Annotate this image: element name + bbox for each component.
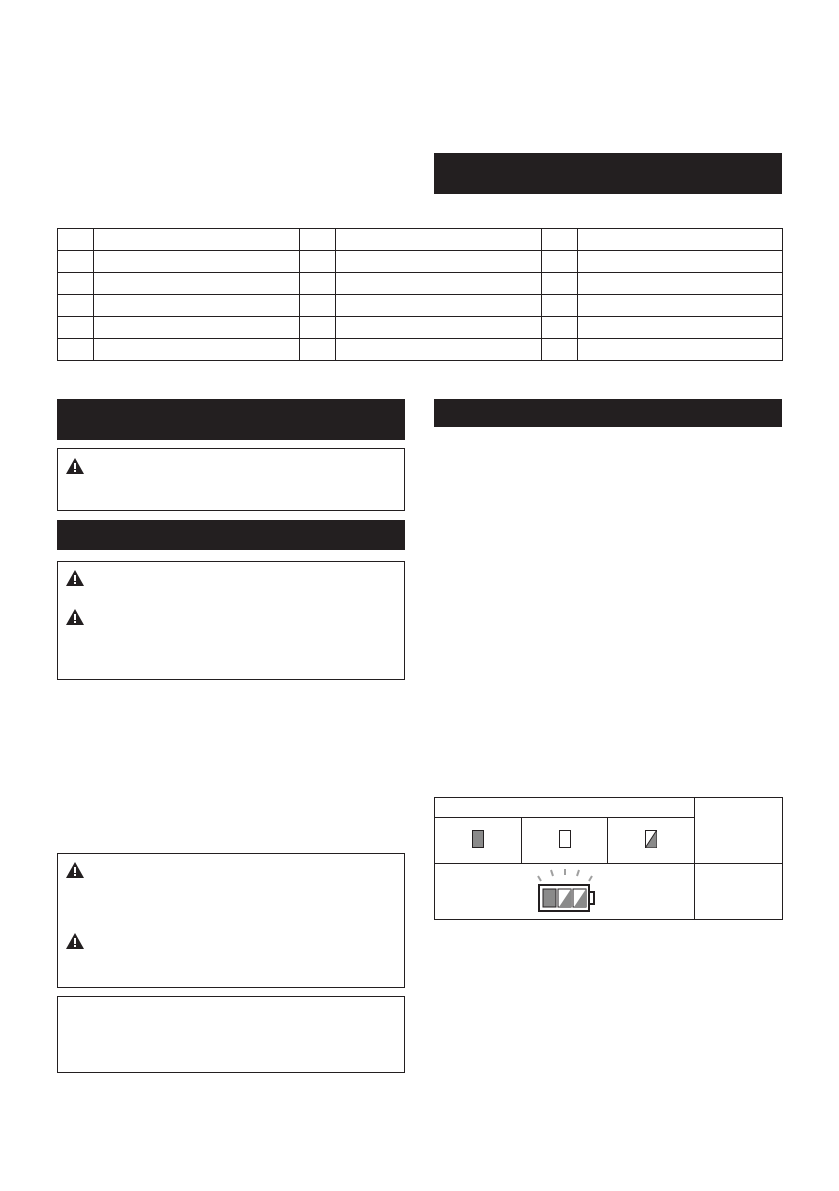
part-description-cell xyxy=(94,339,300,361)
part-description-cell xyxy=(578,317,783,339)
part-description-cell xyxy=(578,229,783,251)
part-number-cell xyxy=(58,317,94,339)
part-description-cell xyxy=(336,339,542,361)
warning-triangle-icon xyxy=(66,458,84,474)
lamp-lit-icon xyxy=(472,830,484,848)
note-box xyxy=(57,996,405,1073)
part-number-cell xyxy=(300,295,336,317)
part-number-cell xyxy=(58,229,94,251)
indicator-lamps-header xyxy=(435,798,695,818)
section-header-symbols xyxy=(57,399,405,440)
table-row xyxy=(58,295,783,317)
part-description-cell xyxy=(336,251,542,273)
part-number-cell xyxy=(300,317,336,339)
part-number-cell xyxy=(300,273,336,295)
part-description-cell xyxy=(94,295,300,317)
part-number-cell xyxy=(542,295,578,317)
part-description-cell xyxy=(94,273,300,295)
part-number-cell xyxy=(300,251,336,273)
part-number-cell xyxy=(300,229,336,251)
part-number-cell xyxy=(300,339,336,361)
lamp-blinking-cell xyxy=(608,818,695,863)
remaining-capacity-header xyxy=(695,798,783,864)
lamp-off-cell xyxy=(522,818,608,863)
specifications-header xyxy=(434,153,782,194)
table-row xyxy=(58,339,783,361)
part-number-cell xyxy=(58,273,94,295)
warning-box-3 xyxy=(57,853,405,988)
part-description-cell xyxy=(336,295,542,317)
part-description-cell xyxy=(578,339,783,361)
part-number-cell xyxy=(58,251,94,273)
lamp-lit-cell xyxy=(435,818,522,863)
part-description-cell xyxy=(578,273,783,295)
part-description-cell xyxy=(336,317,542,339)
part-description-cell xyxy=(94,317,300,339)
part-description-cell xyxy=(336,229,542,251)
lamp-blinking-icon xyxy=(645,830,657,848)
lamp-off-icon xyxy=(559,830,571,848)
warning-triangle-icon xyxy=(66,609,84,625)
warning-triangle-icon xyxy=(66,570,84,586)
part-number-cell xyxy=(542,339,578,361)
battery-indicator-icon xyxy=(533,867,597,913)
warning-triangle-icon xyxy=(66,933,84,949)
battery-row-label xyxy=(695,863,783,919)
part-number-cell xyxy=(542,317,578,339)
part-number-cell xyxy=(58,295,94,317)
battery-indicator-table xyxy=(434,797,783,920)
table-row xyxy=(58,273,783,295)
parts-table xyxy=(57,228,783,361)
section-header-safety xyxy=(57,520,405,550)
part-number-cell xyxy=(542,251,578,273)
battery-icon-cell xyxy=(435,863,695,919)
part-description-cell xyxy=(94,251,300,273)
table-row xyxy=(58,251,783,273)
table-row xyxy=(58,229,783,251)
part-description-cell xyxy=(578,295,783,317)
part-number-cell xyxy=(58,339,94,361)
warning-box-1 xyxy=(57,448,405,511)
part-description-cell xyxy=(578,251,783,273)
section-header-functional xyxy=(434,399,782,427)
part-description-cell xyxy=(94,229,300,251)
part-number-cell xyxy=(542,229,578,251)
part-description-cell xyxy=(336,273,542,295)
warning-triangle-icon xyxy=(66,862,84,878)
warning-box-2 xyxy=(57,561,405,680)
table-row xyxy=(58,317,783,339)
part-number-cell xyxy=(542,273,578,295)
